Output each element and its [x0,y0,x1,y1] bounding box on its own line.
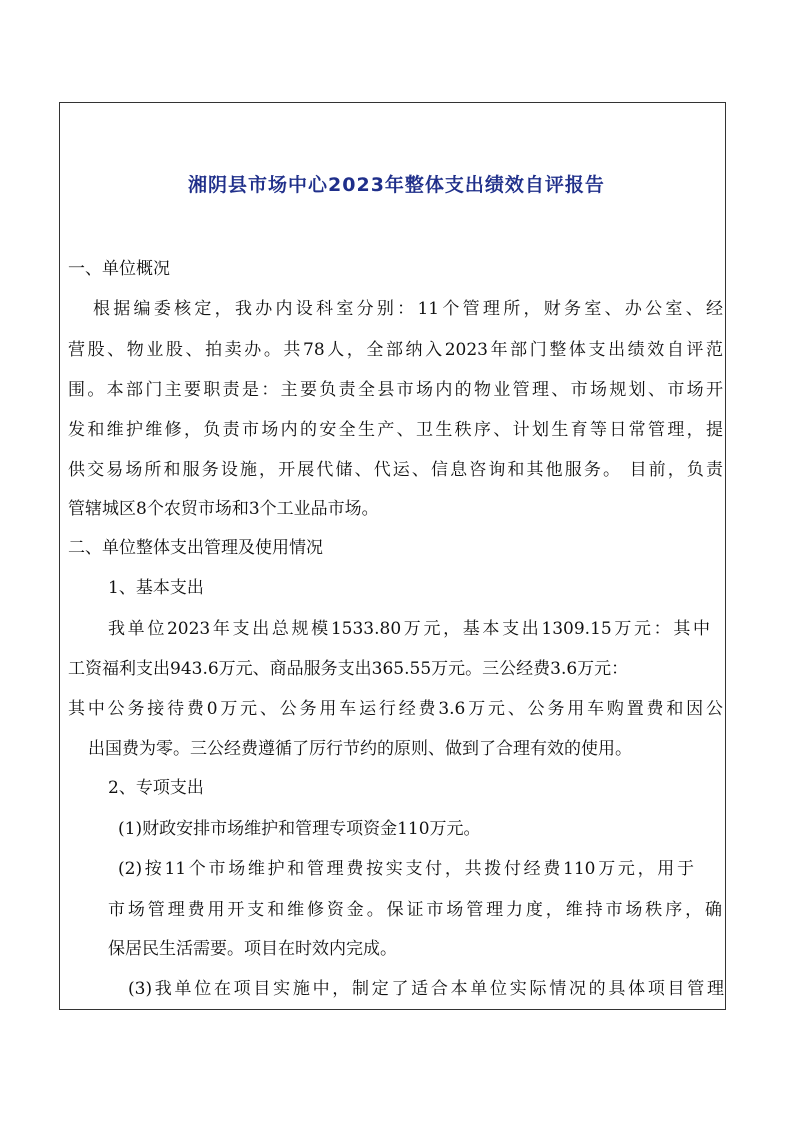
document-title: 湘阴县市场中心2023年整体支出绩效自评报告 [188,174,605,196]
paragraph-line: 工资福利支出943.6万元、商品服务支出365.55万元。三公经费3.6万元： [68,659,629,679]
paragraph-line: 我单位2023年支出总规模1533.80万元，基本支出1309.15万元：其中 [108,619,710,639]
paragraph-line: 发和维护维修，负责市场内的安全生产、卫生秩序、计划生育等日常管理，提 [68,420,723,440]
paragraph-line: 保居民生活需要。项目在时效内完成。 [108,939,397,959]
paragraph-line: 其中公务接待费0万元、公务用车运行经费3.6万元、公务用车购置费和因公 [68,699,723,719]
paragraph-line: 出国费为零。三公经费遵循了厉行节约的原则、做到了合理有效的使用。 [88,739,632,759]
list-item: (1)财政安排市场维护和管理专项资金110万元。 [118,819,481,839]
paragraph-line: 根据编委核定，我办内设科室分别：11个管理所，财务室、办公室、经 [93,299,723,319]
list-item: (3)我单位在项目实施中，制定了适合本单位实际情况的具体项目管理 [128,979,724,999]
subsection-heading-basic: 1、基本支出 [108,578,204,598]
list-item: (2)按11个市场维护和管理费按实支付，共拨付经费110万元，用于 [118,859,694,879]
paragraph-line: 围。本部门主要职责是：主要负责全县市场内的物业管理、市场规划、市场开 [68,380,723,400]
subsection-heading-special: 2、专项支出 [108,778,204,798]
section-heading-overview: 一、单位概况 [68,259,170,279]
paragraph-line: 供交易场所和服务设施，开展代储、代运、信息咨询和其他服务。 目前，负责 [68,460,723,480]
paragraph-line: 营股、物业股、拍卖办。共78人，全部纳入2023年部门整体支出绩效自评范 [68,340,723,360]
paragraph-line: 管辖城区8个农贸市场和3个工业品市场。 [68,499,379,519]
paragraph-line: 市场管理费用开支和维修资金。保证市场管理力度，维持市场秩序，确 [108,900,722,920]
section-heading-expenditure: 二、单位整体支出管理及使用情况 [68,538,323,558]
